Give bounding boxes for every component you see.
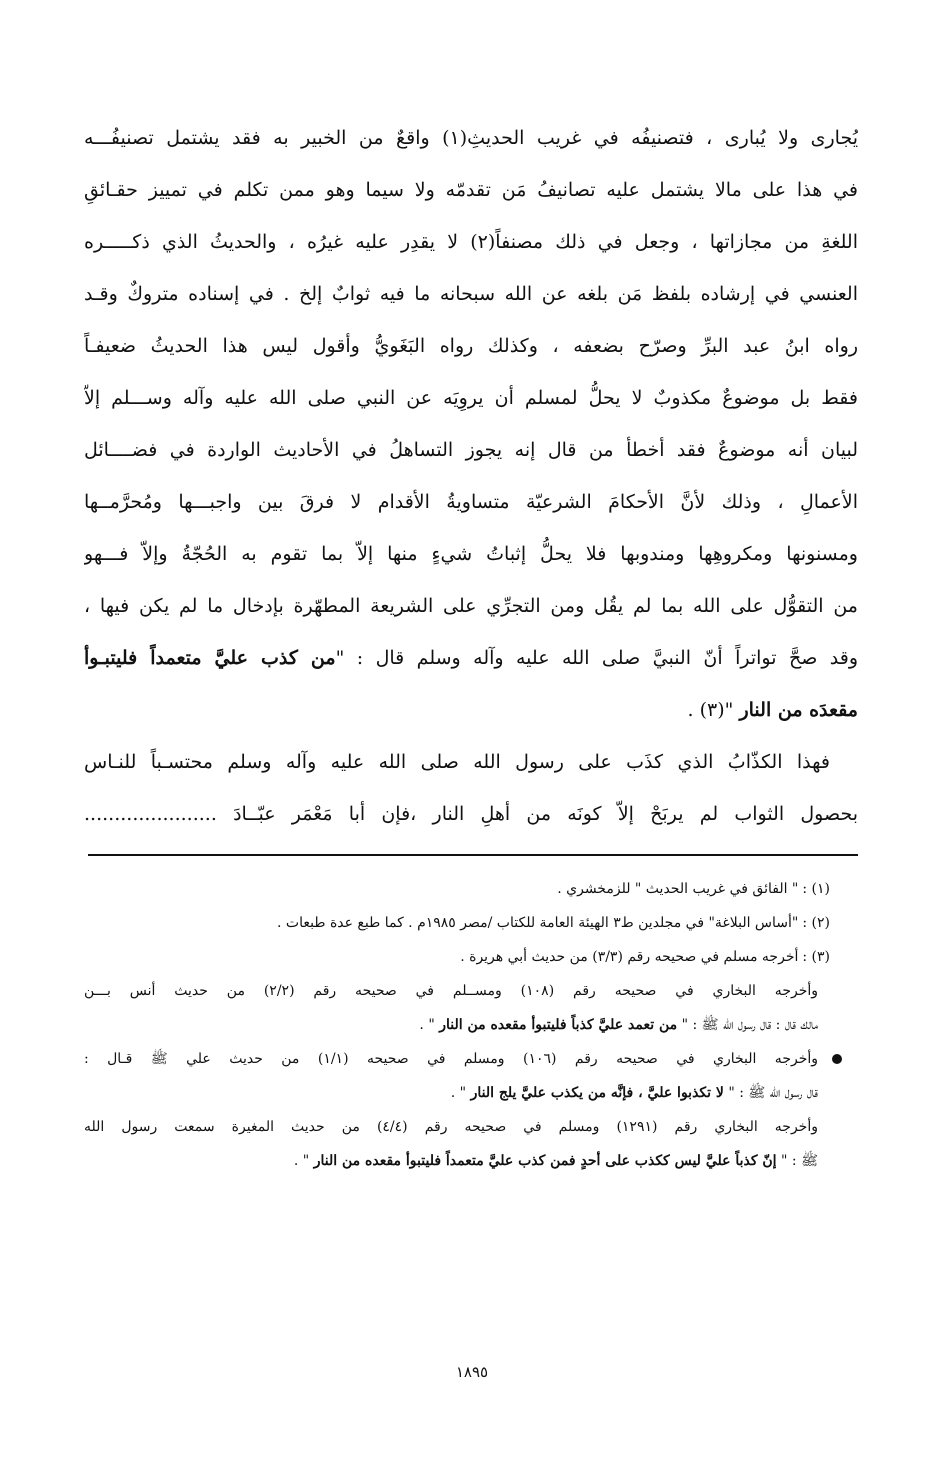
footnote-3-continued: وأخرجه البخاري في صحيحه رقم (١٠٨) ومســلم في صحيحه رقم (٢/٢) من حديث أنس بـــن — [84, 983, 818, 999]
footnote-2 — [84, 906, 858, 940]
footnote-text: وأخرجه البخاري في صحيحه رقم (١٠٦) ومسلم في صحيحه (١/١) من حديث علي ﷺ قـال : — [84, 1051, 818, 1067]
footnote-text: " الفائق في غريب الحديث " للزمخشري . — [557, 881, 799, 897]
footnote-3 — [84, 940, 858, 974]
footnote-3-continued: وأخرجه البخاري رقم (١٢٩١) ومسلم في صحيحه رقم (٤/٤) من حديث المغيرة سمعت رسول الله — [84, 1119, 818, 1135]
text-line: في هذا على مالا يشتمل عليه تصانيفُ مَن تقدمّه ولا سيما وهو ممن تكلم في تمييز حقـائقِ — [84, 179, 858, 201]
hadith-bold-text: مقعدَه من النار — [739, 699, 858, 721]
text-line-hadith-end — [84, 684, 858, 736]
hadith-bold-text: إنّ كذباً عليَّ ليس ككذب على أحدٍ فمن كذب عليَّ متعمداً فليتبوأ مقعده من النار — [313, 1153, 777, 1169]
paragraph-start-line: فهذا الكذّابُ الذي كذَب على رسول الله صلى الله عليه وآله وسلم محتسـباً للنـاس — [84, 751, 830, 773]
bullet-icon — [832, 1054, 842, 1064]
text-line-hadith-quote — [84, 632, 858, 684]
hadith-bold-text: من تعمد عليَّ كذباً فليتبوأ مقعده من النار — [439, 1017, 678, 1033]
footnote-text: " . — [419, 1017, 440, 1033]
text-line: ومسنونها ومكروهِها ومندوبها فلا يحلُّ إثباتُ شيءٍ منها إلاّ بما تقوم به الحُجّةُ وإلاّ فـــهو — [84, 543, 858, 565]
hadith-bold-text: لا تكذبوا عليَّ ، فإنَّه من يكذب عليَّ يلج النار — [470, 1085, 724, 1101]
footnote-3-continued — [84, 1076, 858, 1110]
footnote-text: "أساس البلاغة" في مجلدين ط٣ الهيئة العامة للكتاب /مصر ١٩٨٥م . كما طبع عدة طبعات . — [277, 915, 799, 931]
text-plain: وقد صحَّ تواتراً أنّ النبيَّ صلى الله عليه وآله وسلم قال : " — [335, 647, 858, 669]
footnote-3-bullet-item — [84, 1042, 858, 1076]
text-line: العنسي في إرشاده بلفظ مَن بلغه عن الله سبحانه ما فيه ثوابٌ إلخ . في إسناده متروكٌ وقـد — [84, 283, 858, 305]
footnote-text: ﷺ : " — [776, 1153, 818, 1169]
footnote-separator — [88, 854, 858, 856]
footnote-3-continued — [84, 1008, 858, 1042]
text-line: لبيان أنه موضوعٌ فقد أخطأ من قال إنه يجوز التساهلُ في الأحاديث الواردة في فضــــائل — [84, 439, 858, 461]
text-line: من التقوُّل على الله بما لم يقُل ومن التجرِّي على الشريعة المطهّرة بإدخال ما لم يكن فيها ، — [84, 595, 858, 617]
footnote-number: (٢) : — [802, 915, 830, 931]
text-line: الأعمالِ ، وذلك لأنَّ الأحكامَ الشرعيّة متساويةُ الأقدام لا فرقَ بين واجبـــها ومُحرَّمــها — [84, 491, 858, 513]
text-line: فقط بل موضوعٌ مكذوبٌ لا يحلُّ لمسلم أن يروِيَه عن النبي صلى الله عليه وآله وســـلم إلاّ — [84, 387, 858, 409]
footnote-text: قال رسول الله ﷺ : " — [723, 1085, 818, 1101]
text-plain: "(٣) . — [687, 699, 740, 721]
footnotes — [84, 872, 858, 1178]
text-line: بحصول الثواب لم يربَحْ إلاّ كونَه من أهلِ النار ،فإن أبا مَعْمَر عبّــادَ ...................... — [84, 803, 858, 825]
footnote-text: " . — [450, 1085, 471, 1101]
page-number: ١٨٩٥ — [455, 1363, 489, 1381]
footnote-text: مالك قال : قال رسول الله ﷺ : " — [677, 1017, 818, 1033]
hadith-bold-text: من كذب عليَّ متعمداً فليتبـوأ — [84, 647, 336, 669]
text-line: يُجارى ولا يُبارى ، فتصنيفُه في غريب الحديثِ(١) واقعٌ من الخبير به فقد يشتمل تصنيفُـــه — [84, 127, 858, 149]
footnote-number: (١) : — [802, 881, 830, 897]
footnote-number: (٣) : — [802, 949, 830, 965]
footnote-1 — [84, 872, 858, 906]
text-line: اللغةِ من مجازاتها ، وجعل في ذلك مصنفاً(٢) لا يقدِر عليه غيرُه ، والحديثُ الذي ذكـــــره — [84, 231, 858, 253]
footnote-text: " . — [293, 1153, 314, 1169]
main-text — [84, 112, 858, 840]
text-line: رواه ابنُ عبد البرِّ وصرّح بضعفه ، وكذلك رواه البَغَويُّ وأقول ليس هذا الحديثُ ضعيفـاً — [84, 335, 858, 357]
footnote-3-continued — [84, 1144, 858, 1178]
footnote-text: أخرجه مسلم في صحيحه رقم (٣/٣) من حديث أبي هريرة . — [460, 949, 799, 965]
